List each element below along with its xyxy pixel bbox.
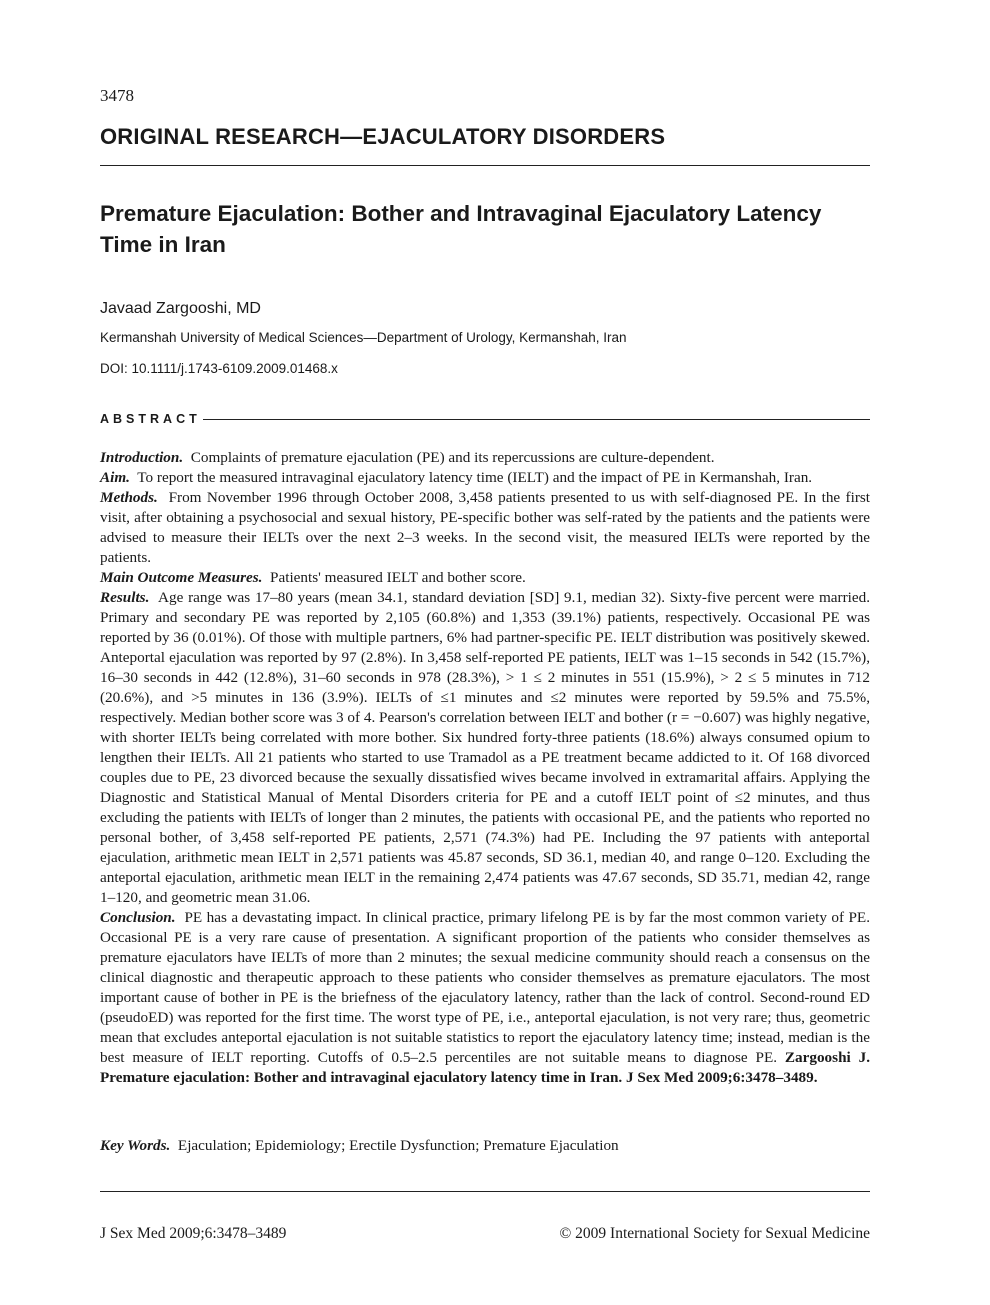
conclusion-paragraph (100, 908, 870, 1088)
methods-text: From November 1996 through October 2008, 3,458 patients presented to us with self-diagnosed PE. In the first visit, after obtaining a psychosocial and sexual history, PE-specific bother was self-rated by the patients and the patients were advised to measure their IELTs over the next 2–3 weeks. In the second visit, the measured IELTs were reported by the patients. (100, 489, 871, 566)
doi: DOI: 10.1111/j.1743-6109.2009.01468.x (100, 361, 338, 376)
introduction-paragraph (100, 448, 870, 468)
journal-citation: J Sex Med 2009;6:3478–3489 (100, 1225, 287, 1242)
abstract-rule (203, 419, 870, 420)
conclusion-text: PE has a devastating impact. In clinical practice, primary lifelong PE is by far the most common variety of PE. Occasional PE is a very rare cause of presentation. A significant proportion of the patients who consider themselves as premature ejaculators have IELTs of more than 2 minutes; the sexual medicine community should reach a consensus on the clinical diagnostic and therapeutic approach to these patients who consider themselves as premature ejaculators. The most important cause of bother in PE is the briefness of the ejaculatory latency, rather than the lack of control. Second-round ED (pseudoED) was reported for the first time. The worst type of PE, i.e., anteportal ejaculation, is not very rare; thus, geometric mean that excludes anteportal ejaculation is not suitable statistics to report the ejaculatory latency time; instead, median is the best measure of IELT reporting. Cutoffs of 0.5–2.5 percentiles are not suitable means to diagnose PE. (100, 909, 870, 1066)
introduction-text: Complaints of premature ejaculation (PE) and its repercussions are culture-dependent. (190, 449, 715, 466)
abstract-body (100, 448, 870, 1088)
page-number: 3478 (100, 86, 134, 105)
outcome-label: Main Outcome Measures. (100, 569, 263, 586)
aim-label: Aim. (100, 469, 130, 486)
header-rule (100, 165, 870, 166)
section-heading: ORIGINAL RESEARCH—EJACULATORY DISORDERS (100, 124, 666, 149)
aim-paragraph (100, 468, 870, 488)
copyright: © 2009 International Society for Sexual Medicine (559, 1225, 870, 1242)
methods-paragraph (100, 488, 870, 568)
article-title: Premature Ejaculation: Bother and Intravaginal Ejaculatory Latency Time in Iran (100, 201, 822, 257)
footer-rule (100, 1191, 870, 1192)
abstract-header (100, 412, 870, 426)
results-text: Age range was 17–80 years (mean 34.1, standard deviation [SD] 9.1, median 32). Sixty-five percent were married. Primary and secondary PE was reported by 2,105 (60.8%) and 1,353 (39.1%) patients, respectively. Occasional PE was reported by 36 (0.01%). Of those with multiple partners, 6% had partner-specific PE. IELT distribution was positively skewed. Anteportal ejaculation was reported by 97 (2.8%). In 3,458 self-reported PE patients, IELT was 1–15 seconds in 542 (15.7%), 16–30 seconds in 442 (12.8%), 31–60 seconds in 978 (28.3%), > 1 ≤ 2 minutes in 551 (15.9%), > 2 ≤ 5 minutes in 712 (20.6%), and >5 minutes in 136 (3.9%). IELTs of ≤1 minutes and ≤2 minutes were reported by 59.5% and 75.5%, respectively. Median bother score was 3 of 4. Pearson's correlation between IELT and bother (r = −0.607) was highly negative, with shorter IELTs being correlated with more bother. Six hundred forty-three patients (18.6%) always consumed opium to lengthen their IELTs. All 21 patients who started to use Tramadol as a PE treatment became addicted to it. Of 168 divorced couples due to PE, 23 divorced because the sexually dissatisfied wives became involved in extramarital affairs. Applying the Diagnostic and Statistical Manual of Mental Disorders criteria for PE and a cutoff IELT point of ≤2 minutes, and thus excluding the patients with IELTs of longer than 2 minutes, the patients with occasional PE, and the patients who reported no personal bother, of 3,458 self-reported PE patients, 2,571 (74.3%) had PE. Including the 97 patients with anteportal ejaculation, arithmetic mean IELT in 2,571 patients was 45.87 seconds, SD 36.1, median 40, and range 0–120. Excluding the anteportal ejaculation, arithmetic mean IELT in the remaining 2,474 patients was 47.67 seconds, SD 35.71, median 42, range 1–120, and geometric mean 31.06. (100, 589, 871, 906)
results-label: Results. (100, 589, 150, 606)
aim-text: To report the measured intravaginal ejaculatory latency time (IELT) and the impact of PE in Kermanshah, Iran. (137, 469, 813, 486)
results-paragraph (100, 588, 870, 908)
outcome-paragraph (100, 568, 870, 588)
conclusion-label: Conclusion. (100, 909, 176, 926)
introduction-label: Introduction. (100, 449, 184, 466)
keywords-label: Key Words. (100, 1137, 171, 1154)
methods-label: Methods. (100, 489, 158, 506)
keywords-text: Ejaculation; Epidemiology; Erectile Dysfunction; Premature Ejaculation (177, 1137, 619, 1154)
outcome-text: Patients' measured IELT and bother score. (270, 569, 526, 586)
abstract-label: ABSTRACT (100, 412, 201, 426)
citation: Zargooshi J. Premature ejaculation: Bother and intravaginal ejaculatory latency time in Iran. J Sex Med 2009;6:3478–3489. (100, 1049, 870, 1086)
affiliation: Kermanshah University of Medical Sciences—Department of Urology, Kermanshah, Iran (100, 330, 627, 345)
author: Javaad Zargooshi, MD (100, 300, 261, 317)
keywords (100, 1136, 870, 1156)
